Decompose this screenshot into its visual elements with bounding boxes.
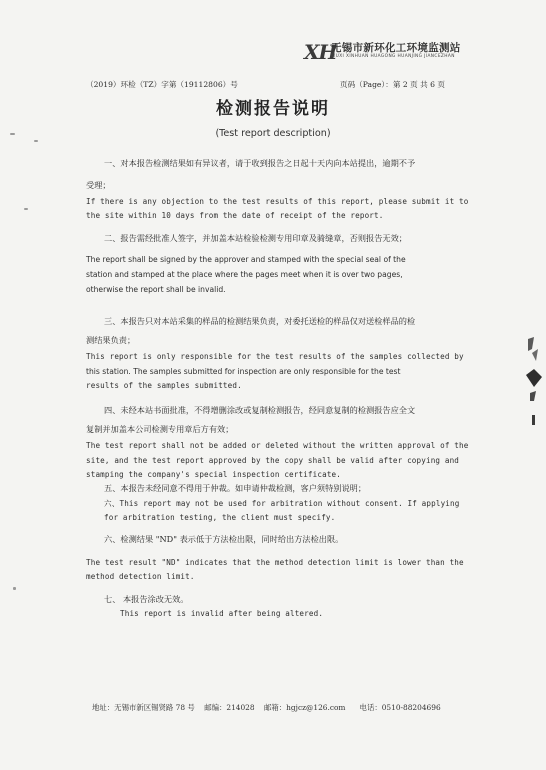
section-5-cn: 五、本报告未经同意不得用于仲裁。如申请仲裁检测，客户须特别说明；: [104, 483, 367, 493]
report-reference-number: （2019）环检（TZ）字第（19112806）号: [86, 80, 238, 89]
section-3-en-line-1: This report is only responsible for the test results of the samples collected by: [86, 352, 464, 361]
section-2-en-line-3: otherwise the report shall be invalid.: [86, 285, 226, 294]
scan-speck: [34, 140, 38, 142]
page-title: 检测报告说明: [216, 99, 330, 119]
footer-email: 邮箱：hgjcz@126.com: [264, 703, 346, 712]
footer-contact: [92, 702, 441, 713]
section-7-en: This report is invalid after being altered.: [120, 609, 324, 618]
scan-speck: [24, 208, 28, 210]
organization-name-cn: 无锡市新环化工环境监测站: [331, 42, 461, 54]
section-2-cn: 二、报告需经批准人签字，并加盖本站检验检测专用印章及骑缝章，否则报告无效；: [104, 233, 407, 243]
organization-name-en: WUXI XINHUAN HUAGONG HUANJING JIANCEZHAN: [331, 54, 455, 59]
scan-speck: [13, 587, 16, 590]
scan-speck: [10, 133, 15, 135]
section-3-en-line-2: this station. The samples submitted for inspection are only responsible for the test: [86, 367, 401, 376]
section-2-en-line-2: station and stamped at the place where the pages meet when it is over two pages,: [86, 270, 403, 279]
section-6-en-line-2: method detection limit.: [86, 572, 195, 581]
section-6-en-line-1: The test result "ND" indicates that the method detection limit is lower than the: [86, 558, 464, 567]
section-7-cn: 七、 本报告涂改无效。: [104, 594, 189, 604]
page-subtitle: (Test report description): [215, 128, 331, 139]
section-3-cn: 三、本报告只对本站采集的样品的检测结果负责，对委托送检的样品仅对送检样品的检: [104, 316, 416, 326]
section-6-cn: 六、检测结果 "ND" 表示低于方法检出限，同时给出方法检出限。: [104, 534, 344, 544]
section-5-en-line-2: for arbitration testing, the client must specify.: [104, 513, 336, 522]
section-1-en-line-1: If there is any objection to the test results of this report, please submit it to: [86, 197, 469, 206]
section-3-cn-cont: 测结果负责；: [86, 335, 136, 345]
footer-postcode: 邮编：214028: [204, 703, 255, 712]
section-3-en-line-3: results of the samples submitted.: [86, 381, 242, 390]
section-4-cn-cont: 复制并加盖本公司检测专用章后方有效；: [86, 424, 234, 434]
section-1-cn: 一、对本报告检测结果如有异议者，请于收到报告之日起十天内向本站提出，逾期不予: [104, 158, 416, 168]
footer-phone: 电话：0510-88204696: [359, 703, 441, 712]
section-1-en-line-2: the site within 10 days from the date of receipt of the report.: [86, 211, 384, 220]
cross-page-seal-fragment: [520, 335, 546, 425]
section-4-en-line-2: site, and the test report approved by the copy shall be valid after copying and: [86, 456, 460, 465]
section-4-en-line-3: stamping the company's special inspection certificate.: [86, 470, 341, 479]
section-5-en-line-1: 六、This report may not be used for arbitration without consent. If applying: [104, 499, 460, 508]
page-info: 页码（Page）：第 2 页 共 6 页: [340, 80, 445, 89]
footer-address: 地址：无锡市新区锡贤路 78 号: [92, 703, 195, 712]
logo-mark: XH: [304, 40, 337, 64]
section-2-en-line-1: The report shall be signed by the approver and stamped with the special seal of the: [86, 255, 406, 264]
section-4-cn: 四、未经本站书面批准，不得增删涂改或复制检测报告，经同意复制的检测报告应全文: [104, 405, 416, 415]
section-1-cn-cont: 受理；: [86, 180, 111, 190]
section-4-en-line-1: The test report shall not be added or deleted without the written approval of the: [86, 441, 469, 450]
